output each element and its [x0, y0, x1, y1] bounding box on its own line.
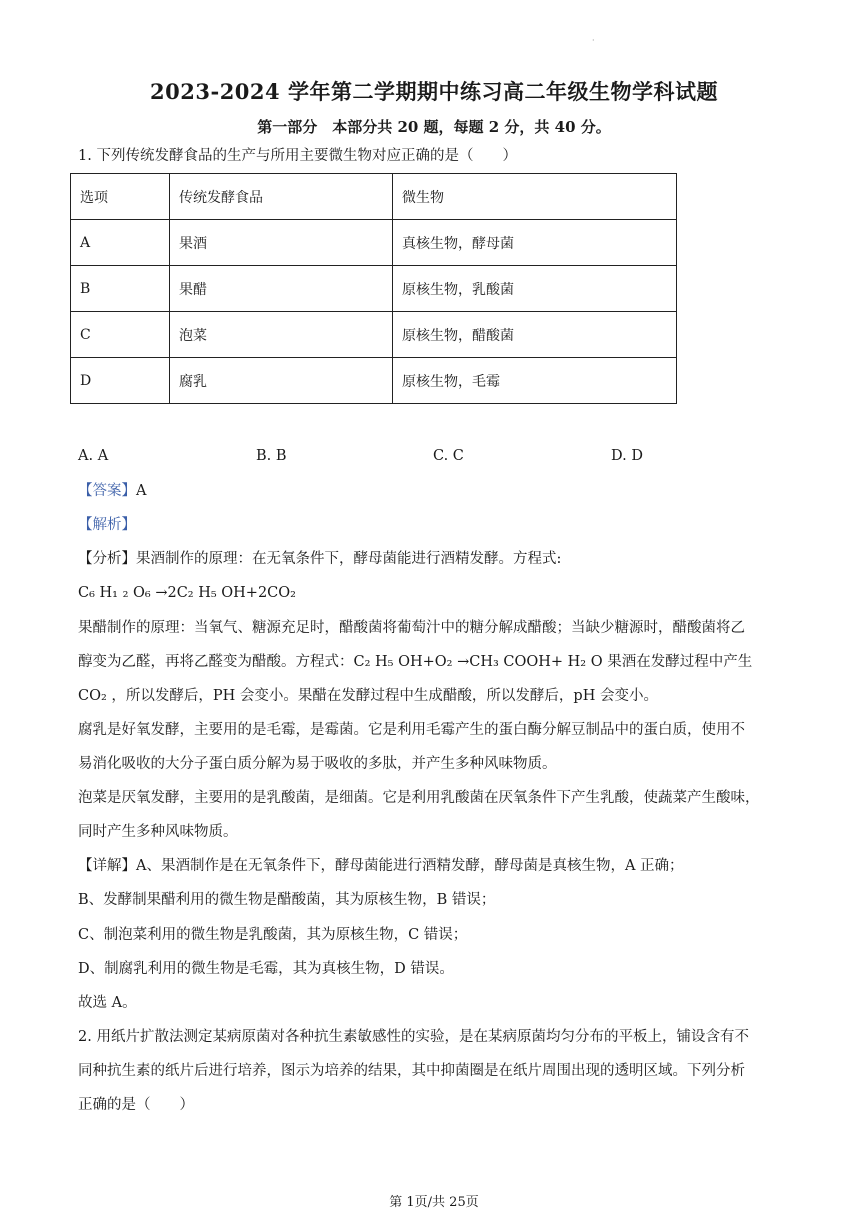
- detail-line: [78, 856, 684, 876]
- fenxi-tag: 【分析】: [78, 551, 136, 567]
- table-cell: 原核生物，醋酸菌: [393, 312, 677, 358]
- table-cell: D: [71, 358, 170, 404]
- table-cell: 原核生物，乳酸菌: [393, 266, 677, 312]
- table-cell: 真核生物，酵母菌: [393, 220, 677, 266]
- explanation-line: 同时产生多种风味物质。: [78, 824, 238, 840]
- choice-a: A. A: [78, 448, 109, 464]
- choice-b: B. B: [256, 448, 287, 464]
- table-header-cell: 选项: [71, 174, 170, 220]
- detail-text: A、果酒制作是在无氧条件下，酵母菌能进行酒精发酵，酵母菌是真核生物，A 正确；: [136, 858, 684, 874]
- table-cell: 泡菜: [170, 312, 393, 358]
- table-row: [71, 266, 677, 312]
- detail-tag: 【详解】: [78, 858, 136, 874]
- explanation-line: CO₂ ，所以发酵后，PH 会变小。果醋在发酵过程中生成醋酸，所以发酵后，pH 会变小。: [78, 688, 658, 704]
- header-mark: ·: [592, 36, 595, 45]
- table-row: [71, 312, 677, 358]
- final-answer-line: 故选 A。: [78, 995, 137, 1011]
- choice-d: D. D: [611, 448, 643, 464]
- detail-line: D、制腐乳利用的微生物是毛霉，其为真核生物，D 错误。: [78, 961, 454, 977]
- explanation-line: 泡菜是厌氧发酵，主要用的是乳酸菌，是细菌。它是利用乳酸菌在厌氧条件下产生乳酸，使蔬菜产生酸味，: [78, 790, 760, 806]
- fenxi-line: [78, 549, 561, 569]
- table-cell: B: [71, 266, 170, 312]
- table-cell: 果酒: [170, 220, 393, 266]
- answer-line: [78, 481, 146, 501]
- q2-stem-line: 2. 用纸片扩散法测定某病原菌对各种抗生素敏感性的实验，是在某病原菌均匀分布的平板上，铺设含有不: [78, 1029, 749, 1045]
- table-row: [71, 220, 677, 266]
- answer-value: A: [136, 483, 147, 499]
- explanation-line: 醇变为乙醛，再将乙醛变为醋酸。方程式：C₂ H₅ OH+O₂ →CH₃ COOH+ H₂ O 果酒在发酵过程中产生: [78, 654, 753, 670]
- q1-options-table: [70, 173, 677, 404]
- table-cell: 腐乳: [170, 358, 393, 404]
- explanation-line: 腐乳是好氧发酵，主要用的是毛霉，是霉菌。它是利用毛霉产生的蛋白酶分解豆制品中的蛋白质，使用不: [78, 722, 745, 738]
- table-cell: A: [71, 220, 170, 266]
- detail-line: B、发酵制果醋利用的微生物是醋酸菌，其为原核生物，B 错误；: [78, 892, 496, 908]
- table-cell: 原核生物，毛霉: [393, 358, 677, 404]
- analysis-tag: 【解析】: [78, 517, 136, 533]
- table-cell: 果醋: [170, 266, 393, 312]
- equation-line: C₆ H₁ ₂ O₆ →2C₂ H₅ OH+2CO₂: [78, 585, 296, 601]
- answer-tag: 【答案】: [78, 483, 136, 499]
- table-cell: C: [71, 312, 170, 358]
- explanation-line: 果酒制作的原理：在无氧条件下，酵母菌能进行酒精发酵。方程式:: [136, 551, 562, 567]
- choice-c: C. C: [433, 448, 464, 464]
- page-title: 2023-2024 学年第二学期期中练习高二年级生物学科试题: [150, 79, 718, 104]
- table-header-cell: 传统发酵食品: [170, 174, 393, 220]
- detail-line: C、制泡菜利用的微生物是乳酸菌，其为原核生物，C 错误；: [78, 927, 468, 943]
- q2-stem-line: 同种抗生素的纸片后进行培养，图示为培养的结果，其中抑菌圈是在纸片周围出现的透明区域。下列分析: [78, 1063, 745, 1079]
- q1-stem: 1. 下列传统发酵食品的生产与所用主要微生物对应正确的是（ ）: [78, 148, 517, 164]
- explanation-line: 易消化吸收的大分子蛋白质分解为易于吸收的多肽，并产生多种风味物质。: [78, 756, 557, 772]
- page-footer: 第 1页/共 25页: [389, 1195, 479, 1210]
- explanation-line: 果醋制作的原理：当氧气、糖源充足时，醋酸菌将葡萄汁中的糖分解成醋酸；当缺少糖源时，醋酸菌将乙: [78, 620, 745, 636]
- q2-stem-line: 正确的是（ ）: [78, 1097, 194, 1113]
- table-header-row: [71, 174, 677, 220]
- table-header-cell: 微生物: [393, 174, 677, 220]
- part-heading: 第一部分 本部分共 20 题，每题 2 分，共 40 分。: [257, 118, 611, 136]
- table-row: [71, 358, 677, 404]
